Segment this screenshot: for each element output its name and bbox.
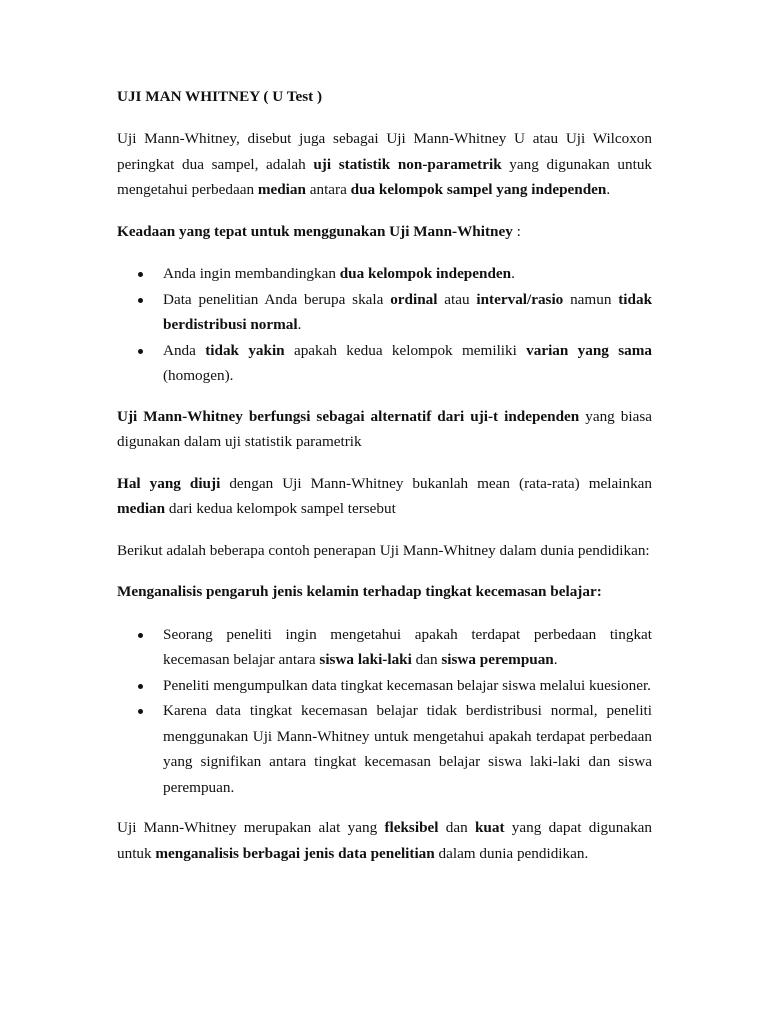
bullet-icon — [138, 298, 143, 303]
document-title: UJI MAN WHITNEY ( U Test ) — [117, 88, 323, 105]
bullet-icon — [138, 684, 143, 689]
conditions-heading: Keadaan yang tepat untuk menggunakan Uji Mann-Whitney : — [117, 222, 521, 240]
list-item: Anda ingin membandingkan dua kelompok independen. — [117, 261, 652, 287]
tested-paragraph: Hal yang diuji dengan Uji Mann-Whitney bukanlah mean (rata-rata) melainkan median dari kedua kelompok sampel tersebut — [117, 474, 652, 517]
bullet-icon — [138, 349, 143, 354]
conditions-list — [117, 261, 652, 389]
examples-intro-paragraph: Berikut adalah beberapa contoh penerapan Uji Mann-Whitney dalam dunia pendidikan: — [117, 541, 650, 559]
bullet-icon — [138, 709, 143, 714]
conclusion-paragraph: Uji Mann-Whitney merupakan alat yang fleksibel dan kuat yang dapat digunakan untuk menganalisis berbagai jenis data penelitian dalam dunia pendidikan. — [117, 819, 653, 862]
example-heading: Menganalisis pengaruh jenis kelamin terhadap tingkat kecemasan belajar: — [117, 583, 602, 600]
bold-phrase: uji statistik non-parametrik — [313, 155, 502, 173]
alternative-paragraph: Uji Mann-Whitney berfungsi sebagai alternatif dari uji-t independen yang biasa digunakan dalam uji statistik parametrik — [117, 407, 652, 450]
list-item: Data penelitian Anda berupa skala ordinal atau interval/rasio namun tidak berdistribusi normal. — [117, 287, 652, 338]
bullet-icon — [138, 272, 143, 277]
list-item: Anda tidak yakin apakah kedua kelompok memiliki varian yang sama (homogen). — [117, 338, 652, 389]
list-item: Karena data tingkat kecemasan belajar tidak berdistribusi normal, peneliti menggunakan Uji Mann-Whitney untuk mengetahui apakah terdapat perbedaan yang signifikan antara tingkat kecemasan belajar siswa laki-laki dan siswa perempuan. — [117, 698, 652, 800]
list-item: Seorang peneliti ingin mengetahui apakah terdapat perbedaan tingkat kecemasan belajar antara siswa laki-laki dan siswa perempuan. — [117, 622, 652, 673]
example-list — [117, 622, 652, 801]
document-page — [117, 84, 652, 882]
list-item: Peneliti mengumpulkan data tingkat kecemasan belajar siswa melalui kuesioner. — [117, 673, 652, 699]
intro-paragraph: Uji Mann-Whitney, disebut juga sebagai Uji Mann-Whitney U atau Uji Wilcoxon peringkat dua sampel, adalah uji statistik non-parametrik yang digunakan untuk mengetahui perbedaan median antara dua kelompok sampel yang independen. — [117, 130, 653, 198]
bold-phrase: median — [257, 181, 306, 198]
bold-phrase: dua kelompok sampel yang independen — [350, 181, 607, 198]
bullet-icon — [138, 633, 143, 638]
